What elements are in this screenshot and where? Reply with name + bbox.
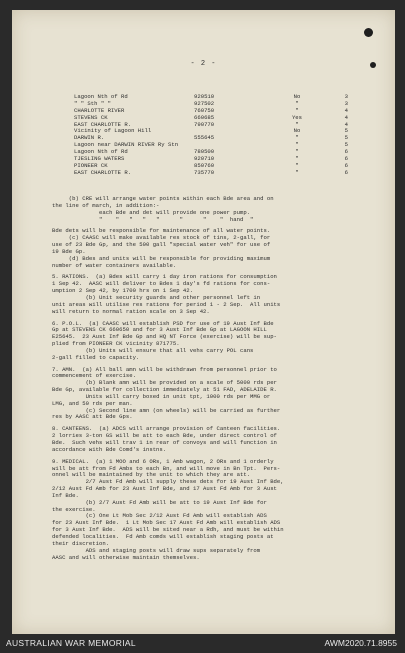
text-line: will be att from Fd Ambs to each Bn, and will move in Bn Tpt. Pers-: [52, 464, 281, 472]
text-line: 7. AMN. (a) All ball amn will be withdrawn from personnel prior to: [52, 365, 277, 373]
text-line: (b) CRE will arrange water points within each Bde area and on: [52, 195, 274, 202]
availability-flag: No: [293, 127, 301, 135]
text-line: each Bde and det will provide one power pump.: [52, 208, 251, 216]
text-line: plied from PIONEER CK vicinity 871775.: [52, 340, 180, 348]
text-line: 5. RATIONS. (a) Bdes will carry 1 day iron rations for consumption: [52, 273, 277, 281]
row-number: 3: [344, 99, 348, 107]
grid-reference: 850760: [194, 161, 215, 169]
availability-flag: ": [295, 99, 299, 107]
row-number: 6: [344, 148, 348, 156]
archive-footer: [0, 634, 405, 653]
text-line: (b) Units will ensure that all vehs carry POL cans: [52, 346, 254, 354]
row-number: 5: [344, 127, 348, 135]
text-line: number of water containers available.: [52, 261, 177, 269]
row-number: 3: [344, 93, 348, 100]
availability-flag: ": [295, 168, 299, 176]
grid-reference: 927502: [194, 99, 215, 107]
text-line: 2-gall filled to capacity.: [52, 353, 140, 361]
water-points-table: [74, 94, 349, 177]
text-line: 1 Sep 42. AASC will deliver to Bdes 1 day's fd rations for cons-: [52, 280, 271, 288]
text-line: res by AASC att Bde Gps.: [52, 413, 133, 421]
availability-flag: ": [295, 148, 299, 156]
text-line: E25645. 23 Aust Inf Bde Gp and HQ NT Force (exercise) will be sup-: [52, 333, 277, 341]
text-line: unit areas will utilise res rations for period 1 - 2 Sep. All units: [52, 300, 281, 308]
punch-hole-mark: [364, 28, 373, 37]
availability-flag: ": [295, 106, 299, 114]
text-line: Bde. Such vehs will trav 1 in rear of convoys and will function in: [52, 439, 277, 446]
grid-reference: 660685: [194, 113, 215, 121]
water-point-name: EAST CHARLOTTE R.: [74, 169, 132, 176]
text-line: " " " " " " " " hand ": [52, 215, 254, 223]
row-number: 6: [344, 161, 348, 169]
row-number: 6: [344, 168, 348, 176]
text-line: for 3 Aust Inf Bde. ADS will be sited near a Rdh, and must be within: [52, 526, 284, 534]
water-point-name: Lagoon Nth of Rd: [74, 94, 128, 100]
water-point-name: CHARLOTTE RIVER: [74, 107, 125, 114]
availability-flag: ": [295, 155, 299, 163]
document-page: [12, 10, 395, 634]
document-body: [52, 196, 382, 561]
text-line: 2/12 Aust Fd Amb for 23 Aust Inf Bde, and 17 Aust Fd Amb for 3 Aust: [52, 485, 277, 493]
grid-reference: 780500: [194, 148, 215, 156]
text-line: 8. CANTEENS. (a) ADCS will arrange provision of Canteen facilities.: [52, 425, 281, 433]
row-number: 5: [344, 134, 348, 142]
grid-reference: 555645: [194, 134, 215, 142]
water-point-name: Lagoon Nth of Rd: [74, 149, 128, 156]
row-number: 4: [344, 120, 348, 128]
availability-flag: ": [295, 134, 299, 142]
text-line: ADS and staging posts will draw sups separately from: [52, 546, 261, 554]
text-line: accordance with Bde Comd's instns.: [52, 445, 167, 453]
grid-reference: 790770: [194, 120, 215, 128]
text-line: (b) Unit security guards and other personnel left in: [52, 293, 261, 301]
text-line: umption 2 Sep 42, by 1700 hrs on 1 Sep 42.: [52, 287, 193, 295]
water-point-name: TJESLING WATERS: [74, 156, 125, 163]
text-line: Bde Gp, available for collection immediately at 51 FAD, ADELAIDE R.: [52, 386, 277, 394]
row-number: 5: [344, 141, 348, 149]
water-point-name: STEVENS CK: [74, 114, 108, 121]
text-line: 6. P.O.L. (a) CAASC will establish PSD for use of 19 Aust Inf Bde: [52, 319, 274, 327]
table-row: [74, 122, 349, 129]
text-line: for 23 Aust Inf Bde. 1 Lt Mob Sec 17 Aust Fd Amb will establish ADS: [52, 519, 281, 527]
text-line: commencement of exercise.: [52, 372, 136, 380]
water-point-name: " " Sth " ": [74, 100, 111, 107]
text-line: 19 Bde Gp.: [52, 247, 86, 255]
text-line: their discretion.: [52, 539, 110, 547]
text-line: Units will carry boxed in unit tpt, 1000 rds per MMG or: [52, 392, 271, 400]
text-line: Gp at STEVENS CK 660650 and for 3 Aust Inf Bde Gp at LAGOON HILL: [52, 326, 267, 334]
water-point-name: Vicinity of Lagoon Hill: [74, 128, 152, 135]
row-number: 6: [344, 155, 348, 163]
availability-flag: No: [293, 93, 301, 100]
text-line: 2/7 Aust Fd Amb will supply these dets for 19 Aust Inf Bde,: [52, 478, 284, 486]
text-line: (b) Blank amn will be provided on a scale of 5000 rds per: [52, 379, 277, 387]
archive-name: AUSTRALIAN WAR MEMORIAL: [6, 638, 136, 648]
text-line: (c) CAASC will make available res stock of tins, 2-gall, for: [52, 234, 271, 242]
archive-reference: AWM2020.71.8955: [324, 638, 397, 648]
availability-flag: ": [295, 120, 299, 128]
grid-reference: 760750: [194, 106, 215, 114]
grid-reference: 920510: [194, 93, 215, 100]
text-line: 9. MEDICAL. (a) 1 MOO and 6 ORs, 1 Amb wagon, 2 ORs and 1 orderly: [52, 457, 274, 465]
text-line: LMG, and 50 rds per man.: [52, 399, 133, 407]
text-line: AASC and will otherwise maintain themselves.: [52, 553, 200, 561]
text-line: will return to normal ration scale on 3 Sep 42.: [52, 307, 210, 315]
availability-flag: ": [295, 161, 299, 169]
text-line: (c) One Lt Mob Sec 2/12 Aust Fd Amb will establish ADS: [52, 512, 267, 520]
water-point-name: EAST CHARLOTTE R.: [74, 121, 132, 128]
availability-flag: Yes: [291, 113, 303, 121]
water-point-name: PIONEER CK: [74, 162, 108, 169]
table-row: [74, 170, 349, 177]
text-line: Inf Bde.: [52, 491, 79, 499]
page-number: - 2 -: [190, 60, 217, 68]
table-row: [74, 135, 349, 142]
text-line: (d) Bdes and units will be responsible for providing maximum: [52, 254, 271, 262]
row-number: 4: [344, 106, 348, 114]
text-line: use of 23 Bde Gp, and the 500 gall "special water veh" for use of: [52, 241, 271, 249]
grid-reference: 920710: [194, 155, 215, 163]
row-number: 4: [344, 113, 348, 121]
text-line: (b) 2/7 Aust Fd Amb will be att to 19 Aust Inf Bde for: [52, 498, 267, 506]
availability-flag: ": [295, 141, 299, 149]
text-line: defended localities. Fd Amb comds will establish staging posts at: [52, 532, 274, 540]
text-line: (c) Second line amn (on wheels) will be carried as further: [52, 406, 281, 414]
text-line: onnel will be maintained by the unit to which they are att.: [52, 471, 251, 479]
text-line: the line of march, in addition:-: [52, 201, 160, 209]
water-point-name: DARWIN R.: [74, 135, 105, 142]
text-line: the exercise.: [52, 505, 96, 513]
text-line: 2 lorries 3-ton GS will be att to each Bde, under direct control of: [52, 432, 277, 440]
text-line: Bde dets will be responsible for maintenance of all water points.: [52, 227, 271, 235]
water-point-name: Lagoon near DARWIN RIVER Ry Stn: [74, 142, 179, 149]
grid-reference: 735770: [194, 168, 215, 176]
